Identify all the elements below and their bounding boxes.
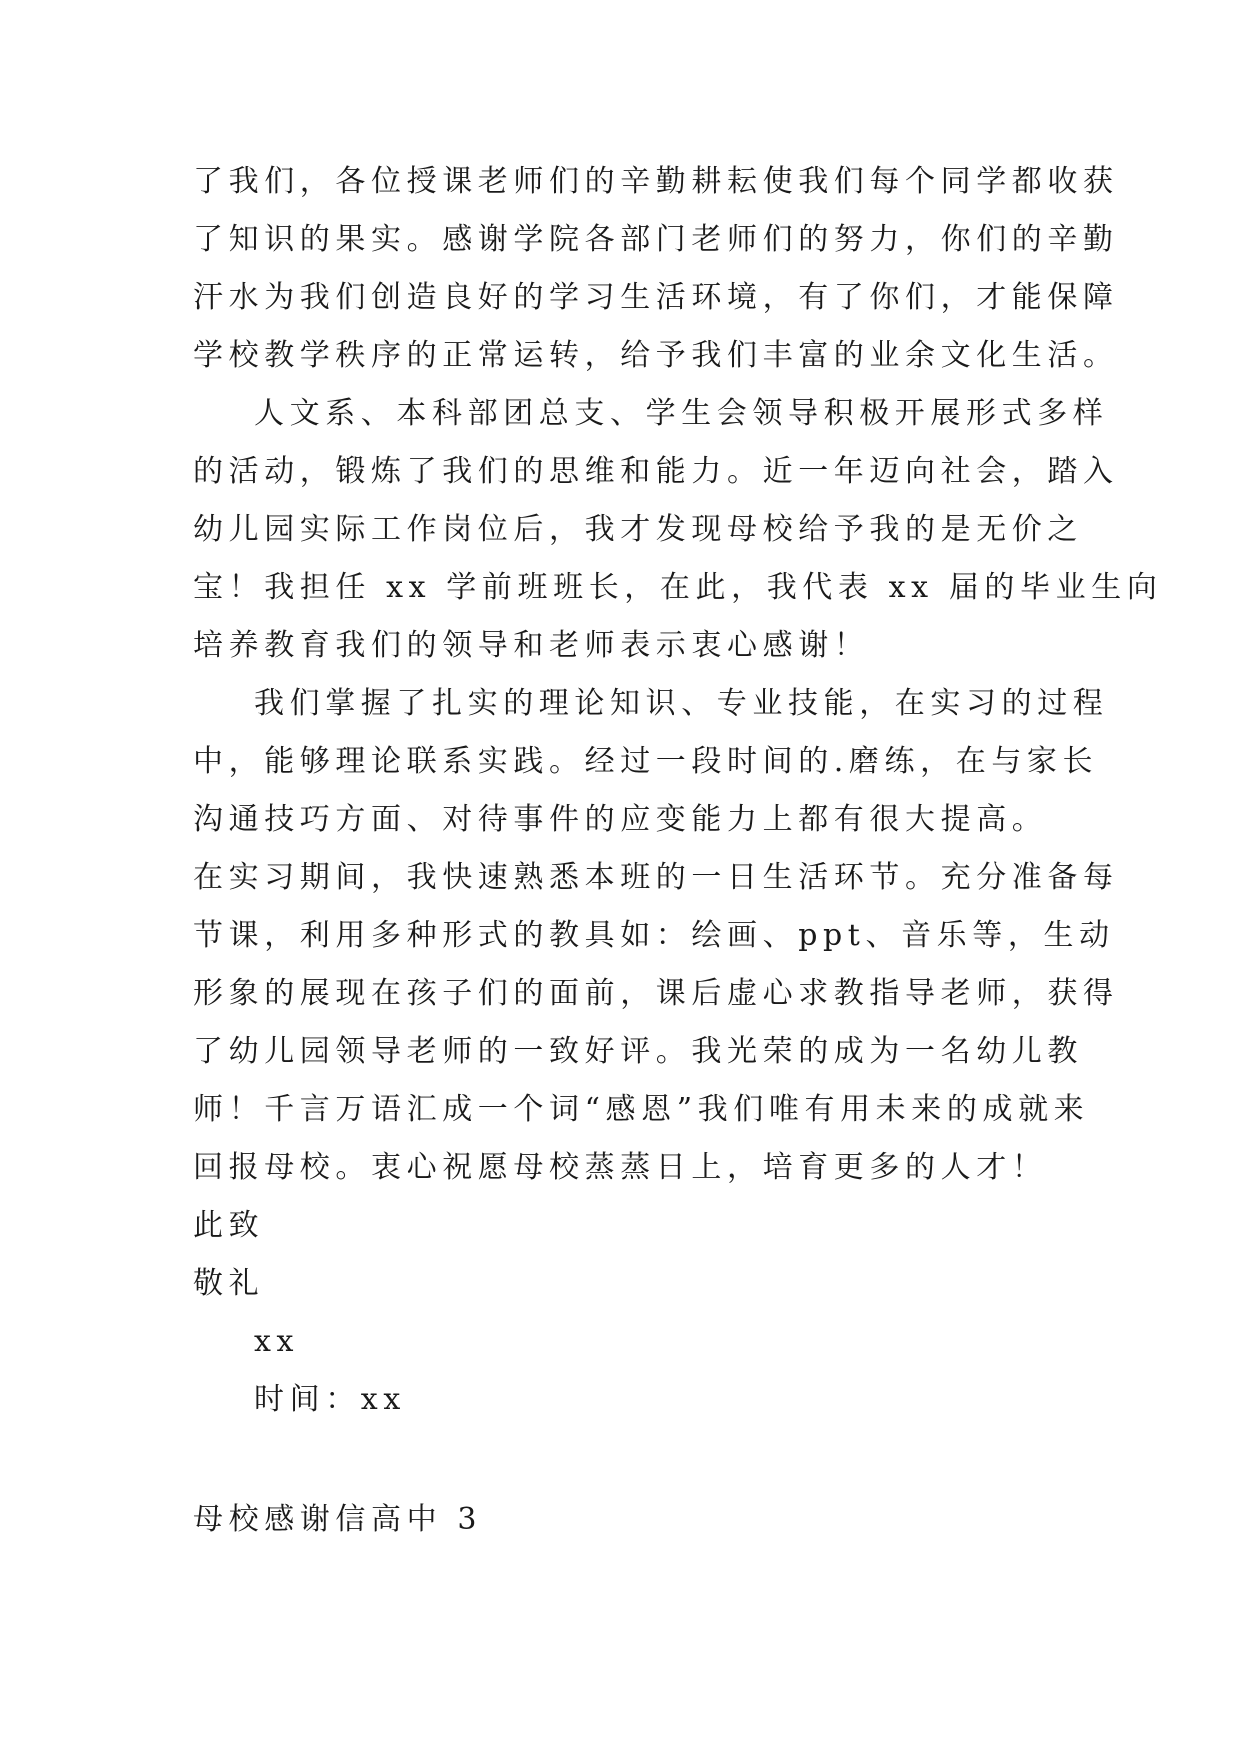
body-text-line: 形象的展现在孩子们的面前，课后虚心求教指导老师，获得 xyxy=(193,976,1119,1011)
body-text-line: 了我们，各位授课老师们的辛勤耕耘使我们每个同学都收获 xyxy=(193,164,1119,199)
paragraph-first-line: 我们掌握了扎实的理论知识、专业技能，在实习的过程 xyxy=(254,686,1109,721)
body-text-line: 回报母校。衷心祝愿母校蒸蒸日上，培育更多的人才！ xyxy=(193,1150,1048,1185)
body-text-line: 幼儿园实际工作岗位后，我才发现母校给予我的是无价之 xyxy=(193,512,1083,547)
signature: xx xyxy=(254,1324,300,1359)
closing-salutation: 此致 xyxy=(193,1208,265,1243)
body-text-line: 的活动，锻炼了我们的思维和能力。近一年迈向社会，踏入 xyxy=(193,454,1119,489)
body-text-line: 宝！我担任 xx 学前班班长，在此，我代表 xx 届的毕业生向 xyxy=(193,570,1163,605)
body-text-line: 培养教育我们的领导和老师表示衷心感谢！ xyxy=(193,628,870,663)
paragraph-first-line: 人文系、本科部团总支、学生会领导积极开展形式多样 xyxy=(254,396,1109,431)
body-text-line: 学校教学秩序的正常运转，给予我们丰富的业余文化生活。 xyxy=(193,338,1119,373)
closing-regards: 敬礼 xyxy=(193,1266,265,1301)
body-text-line: 了幼儿园领导老师的一致好评。我光荣的成为一名幼儿教 xyxy=(193,1034,1083,1069)
body-text-line: 汗水为我们创造良好的学习生活环境，有了你们，才能保障 xyxy=(193,280,1119,315)
body-text-line: 中，能够理论联系实践。经过一段时间的.磨练，在与家长 xyxy=(193,744,1099,779)
next-section-title: 母校感谢信高中 3 xyxy=(193,1502,483,1537)
body-text-line: 了知识的果实。感谢学院各部门老师们的努力，你们的辛勤 xyxy=(193,222,1119,257)
body-text-line: 师！千言万语汇成一个词“感恩”我们唯有用未来的成就来 xyxy=(193,1092,1090,1127)
body-text-line: 节课，利用多种形式的教具如：绘画、ppt、音乐等，生动 xyxy=(193,918,1115,953)
body-text-line: 在实习期间，我快速熟悉本班的一日生活环节。充分准备每 xyxy=(193,860,1119,895)
date-line: 时间：xx xyxy=(254,1382,406,1417)
body-text-line: 沟通技巧方面、对待事件的应变能力上都有很大提高。 xyxy=(193,802,1048,837)
